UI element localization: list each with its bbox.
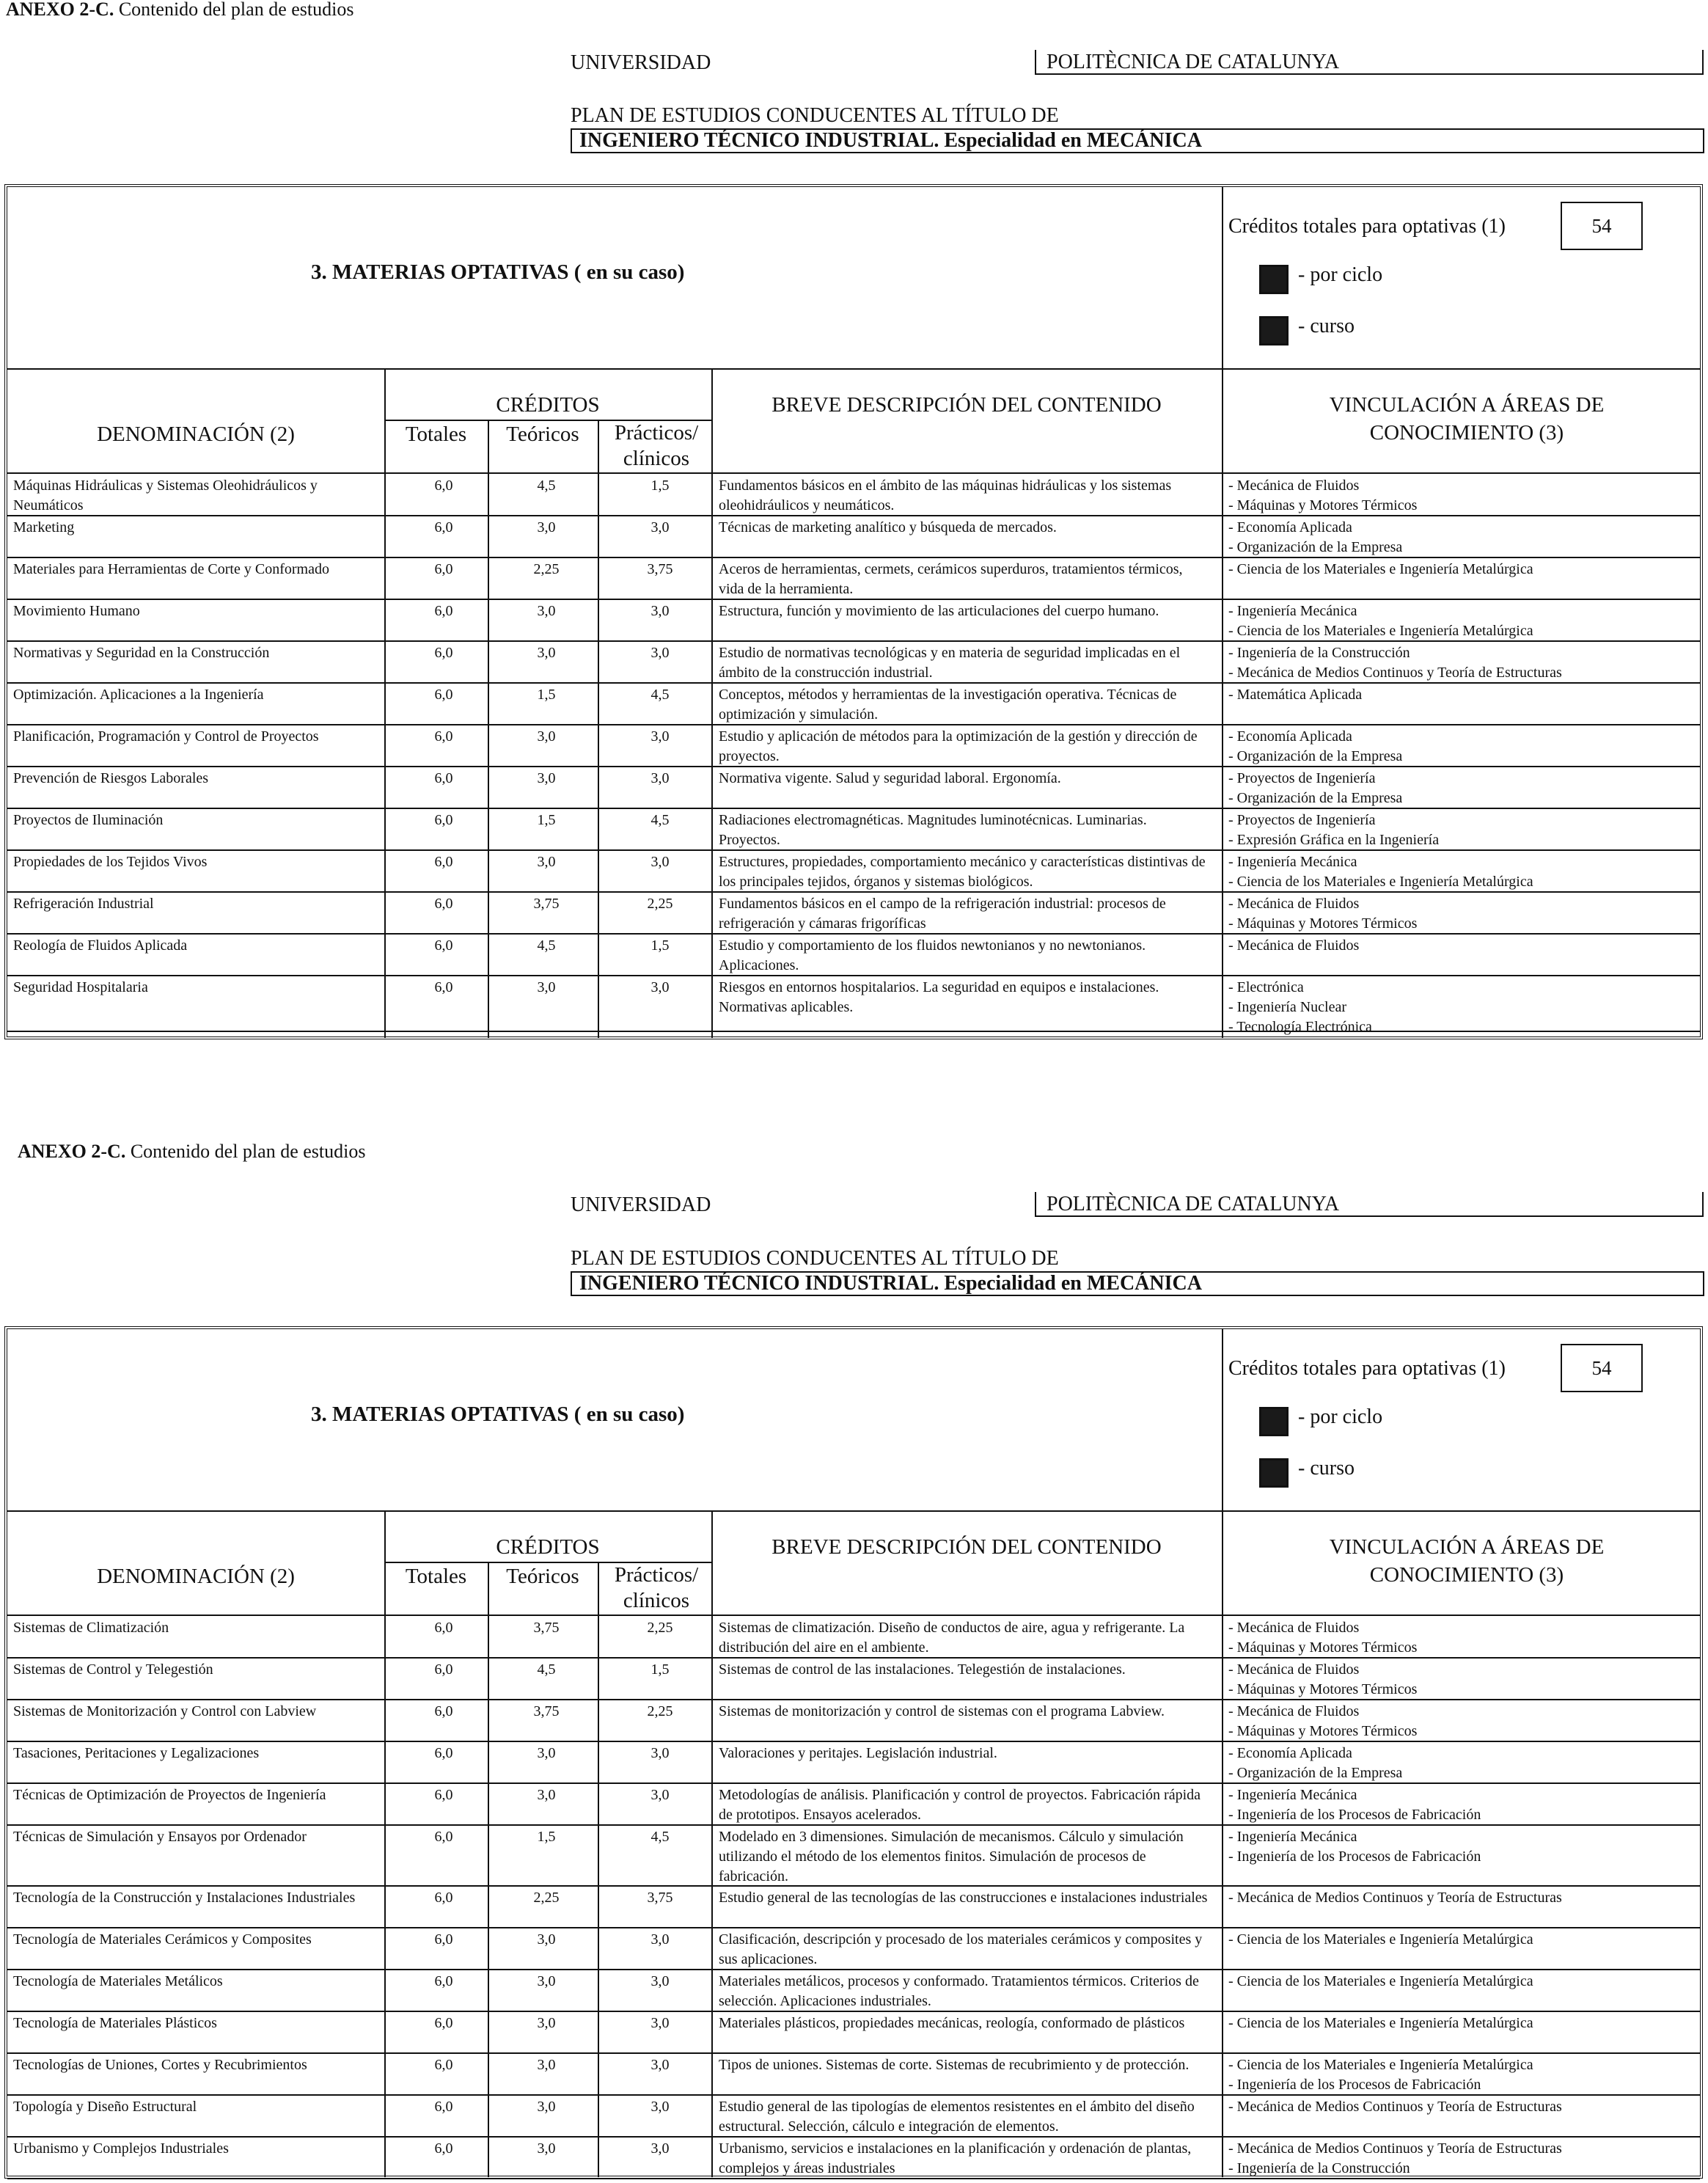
- row-practicos: 3,75: [647, 1890, 673, 1906]
- row-totales: 6,0: [434, 2057, 453, 2073]
- row-descripcion: Metodologías de análisis. Planificación y control de proyectos. Fabricación rápida de prototipos. Ensayos acelerados.: [719, 1787, 1201, 1823]
- vinculacion-area: - Ingeniería Mecánica: [1228, 1829, 1357, 1845]
- table-row: [7, 473, 1700, 516]
- plan-label: PLAN DE ESTUDIOS CONDUCENTES AL TÍTULO DE: [571, 1247, 1059, 1270]
- row-vinculacion: [1228, 2055, 1705, 2095]
- vinculacion-area: - Mecánica de Medios Continuos y Teoría de Estructuras: [1228, 665, 1562, 681]
- table-row: [7, 891, 1700, 935]
- row-practicos: 3,0: [650, 519, 670, 535]
- vinculacion-area: - Máquinas y Motores Térmicos: [1228, 497, 1418, 513]
- row-practicos: 3,0: [650, 2057, 670, 2073]
- table-row: [7, 1615, 1700, 1659]
- creditos-totales-label: Créditos totales para optativas (1): [1228, 215, 1506, 238]
- vinculacion-area: - Mecánica de Fluidos: [1228, 937, 1360, 954]
- row-denominacion: Urbanismo y Complejos Industriales: [13, 2140, 229, 2157]
- row-teoricos: 3,0: [537, 2015, 556, 2031]
- curso-label: - curso: [1298, 1457, 1355, 1480]
- table-row: [7, 1782, 1700, 1826]
- table-row: [7, 2052, 1700, 2096]
- row-descripcion: Fundamentos básicos en el campo de la refrigeración industrial: procesos de refrigeración y cámaras frigoríficas: [719, 896, 1166, 932]
- por-ciclo-label: - por ciclo: [1298, 1405, 1383, 1428]
- row-descripcion: Materiales metálicos, procesos y conformado. Tratamientos térmicos. Criterios de selección. Aplicaciones industriales.: [719, 1973, 1199, 2009]
- creditos-totales-value: 54: [1561, 1344, 1643, 1392]
- row-practicos: 3,0: [650, 979, 670, 995]
- row-vinculacion: [1228, 1744, 1705, 1783]
- row-vinculacion: [1228, 1972, 1705, 1992]
- row-practicos: 3,0: [650, 603, 670, 619]
- row-denominacion: Tecnología de Materiales Metálicos: [13, 1973, 223, 1989]
- vinculacion-area: - Máquinas y Motores Térmicos: [1228, 1681, 1418, 1697]
- vinculacion-area: - Mecánica de Medios Continuos y Teoría de Estructuras: [1228, 1890, 1562, 1906]
- table-row: [7, 599, 1700, 642]
- row-teoricos: 2,25: [533, 561, 560, 577]
- row-descripcion: Estudio general de las tecnologías de las construcciones e instalaciones industriales: [719, 1890, 1208, 1906]
- row-descripcion: Sistemas de climatización. Diseño de conductos de aire, agua y refrigerante. La distribución del aire en el ambiente.: [719, 1620, 1185, 1656]
- table-row: [7, 933, 1700, 976]
- header-teoricos: Teóricos: [506, 1565, 579, 1588]
- divider: [7, 368, 1700, 370]
- materias-table: [4, 1326, 1703, 2179]
- anexo-label: ANEXO 2-C.: [6, 0, 114, 20]
- row-practicos: 3,0: [650, 854, 670, 870]
- vinculacion-area: - Mecánica de Fluidos: [1228, 1661, 1360, 1678]
- vinculacion-area: - Organización de la Empresa: [1228, 790, 1403, 806]
- vinculacion-area: - Organización de la Empresa: [1228, 748, 1403, 764]
- vinculacion-area: - Organización de la Empresa: [1228, 539, 1403, 555]
- row-denominacion: Tecnología de Materiales Cerámicos y Composites: [13, 1931, 312, 1948]
- row-descripcion: Aceros de herramientas, cermets, cerámicos superduros, tratamientos térmicos, vida de la herramienta.: [719, 561, 1183, 597]
- row-descripcion: Estructura, función y movimiento de las articulaciones del cuerpo humano.: [719, 603, 1159, 619]
- row-denominacion: Movimiento Humano: [13, 603, 140, 619]
- table-row: [7, 2094, 1700, 2138]
- vinculacion-area: - Ingeniería Mecánica: [1228, 603, 1357, 619]
- row-descripcion: Conceptos, métodos y herramientas de la investigación operativa. Técnicas de optimización y simulación.: [719, 687, 1177, 723]
- row-totales: 6,0: [434, 728, 453, 745]
- vinculacion-area: - Ciencia de los Materiales e Ingeniería Metalúrgica: [1228, 561, 1533, 577]
- row-teoricos: 3,0: [537, 1931, 556, 1948]
- row-descripcion: Fundamentos básicos en el ámbito de las máquinas hidráulicas y los sistemas oleohidráulicos y neumáticos.: [719, 478, 1172, 513]
- row-practicos: 3,0: [650, 2015, 670, 2031]
- row-teoricos: 4,5: [537, 937, 556, 954]
- row-descripcion: Estructures, propiedades, comportamiento mecánico y características distintivas de los principales tejidos, órganos y sistemas biológicos.: [719, 854, 1206, 890]
- row-vinculacion: [1228, 1930, 1705, 1950]
- row-totales: 6,0: [434, 2140, 453, 2157]
- row-totales: 6,0: [434, 896, 453, 912]
- row-descripcion: Técnicas de marketing analítico y búsqueda de mercados.: [719, 519, 1057, 535]
- materias-title: 3. MATERIAS OPTATIVAS ( en su caso): [311, 260, 685, 284]
- header-descripcion: BREVE DESCRIPCIÓN DEL CONTENIDO: [771, 393, 1162, 417]
- vinculacion-area: - Mecánica de Fluidos: [1228, 478, 1360, 494]
- row-vinculacion: [1228, 852, 1705, 892]
- row-totales: 6,0: [434, 937, 453, 954]
- row-practicos: 3,0: [650, 2140, 670, 2157]
- row-practicos: 1,5: [650, 478, 670, 494]
- row-vinculacion: [1228, 1618, 1705, 1658]
- row-totales: 6,0: [434, 854, 453, 870]
- row-denominacion: Técnicas de Optimización de Proyectos de Ingeniería: [13, 1787, 326, 1803]
- vinculacion-area: - Ingeniería de los Procesos de Fabricación: [1228, 1807, 1481, 1823]
- anexo-text: Contenido del plan de estudios: [125, 1141, 366, 1162]
- row-teoricos: 3,0: [537, 519, 556, 535]
- row-totales: 6,0: [434, 770, 453, 786]
- vinculacion-area: - Tecnología Electrónica: [1228, 1019, 1372, 1035]
- row-teoricos: 3,0: [537, 2140, 556, 2157]
- header-totales: Totales: [405, 1565, 467, 1588]
- row-denominacion: Tecnologías de Uniones, Cortes y Recubrimientos: [13, 2057, 307, 2073]
- universidad-value: POLITÈCNICA DE CATALUNYA: [1035, 1192, 1704, 1217]
- vinculacion-area: - Expresión Gráfica en la Ingeniería: [1228, 832, 1440, 848]
- materias-table: [4, 184, 1703, 1039]
- row-totales: 6,0: [434, 1620, 453, 1636]
- row-vinculacion: [1228, 2139, 1705, 2179]
- header-denominacion: DENOMINACIÓN (2): [97, 1565, 295, 1588]
- table-row: [7, 1657, 1700, 1700]
- row-practicos: 3,75: [647, 561, 673, 577]
- vinculacion-area: - Máquinas y Motores Térmicos: [1228, 915, 1418, 932]
- row-totales: 6,0: [434, 2099, 453, 2115]
- row-descripcion: Radiaciones electromagnéticas. Magnitudes luminotécnicas. Luminarias. Proyectos.: [719, 812, 1147, 848]
- row-vinculacion: [1228, 685, 1705, 705]
- row-teoricos: 3,0: [537, 1787, 556, 1803]
- vinculacion-area: - Ciencia de los Materiales e Ingeniería Metalúrgica: [1228, 623, 1533, 639]
- vinculacion-area: - Mecánica de Medios Continuos y Teoría de Estructuras: [1228, 2099, 1562, 2115]
- vinculacion-area: - Ingeniería Mecánica: [1228, 854, 1357, 870]
- row-practicos: 4,5: [650, 687, 670, 703]
- universidad-label: UNIVERSIDAD: [571, 1193, 711, 1216]
- row-descripcion: Sistemas de control de las instalaciones. Telegestión de instalaciones.: [719, 1661, 1126, 1678]
- row-teoricos: 3,0: [537, 2099, 556, 2115]
- row-totales: 6,0: [434, 561, 453, 577]
- vinculacion-area: - Mecánica de Fluidos: [1228, 1620, 1360, 1636]
- vinculacion-area: - Economía Aplicada: [1228, 728, 1352, 745]
- table-row: [7, 1969, 1700, 2012]
- row-totales: 6,0: [434, 645, 453, 661]
- vinculacion-area: - Mecánica de Fluidos: [1228, 1703, 1360, 1719]
- anexo-heading: [18, 1141, 365, 1163]
- row-teoricos: 1,5: [537, 687, 556, 703]
- vinculacion-area: - Ciencia de los Materiales e Ingeniería Metalúrgica: [1228, 2057, 1533, 2073]
- row-denominacion: Propiedades de los Tejidos Vivos: [13, 854, 208, 870]
- page-section-2: [0, 1141, 1708, 2183]
- row-teoricos: 3,0: [537, 1745, 556, 1761]
- table-row: [7, 1699, 1700, 1742]
- row-totales: 6,0: [434, 1973, 453, 1989]
- row-teoricos: 2,25: [533, 1890, 560, 1906]
- curso-checkbox: [1259, 1458, 1289, 1488]
- header-practicos: Prácticos/ clínicos: [614, 1563, 699, 1612]
- row-denominacion: Refrigeración Industrial: [13, 896, 154, 912]
- table-row: [7, 1824, 1700, 1887]
- row-descripcion: Normativa vigente. Salud y seguridad laboral. Ergonomía.: [719, 770, 1061, 786]
- row-descripcion: Materiales plásticos, propiedades mecánicas, reología, conformado de plásticos: [719, 2015, 1185, 2031]
- curso-label: - curso: [1298, 315, 1355, 337]
- row-teoricos: 1,5: [537, 812, 556, 828]
- row-denominacion: Seguridad Hospitalaria: [13, 979, 148, 995]
- row-totales: 6,0: [434, 1829, 453, 1845]
- row-practicos: 3,0: [650, 1973, 670, 1989]
- row-vinculacion: [1228, 978, 1705, 1037]
- table-row: [7, 808, 1700, 851]
- row-practicos: 3,0: [650, 770, 670, 786]
- row-teoricos: 3,75: [533, 1620, 560, 1636]
- vinculacion-area: - Ingeniería Nuclear: [1228, 999, 1347, 1015]
- row-denominacion: Marketing: [13, 519, 75, 535]
- row-totales: 6,0: [434, 519, 453, 535]
- row-denominacion: Máquinas Hidráulicas y Sistemas Oleohidráulicos y Neumáticos: [13, 478, 318, 513]
- row-practicos: 3,0: [650, 645, 670, 661]
- row-denominacion: Sistemas de Control y Telegestión: [13, 1661, 213, 1678]
- row-totales: 6,0: [434, 1703, 453, 1719]
- row-totales: 6,0: [434, 2015, 453, 2031]
- row-descripcion: Tipos de uniones. Sistemas de corte. Sistemas de recubrimiento y de protección.: [719, 2057, 1190, 2073]
- row-practicos: 2,25: [647, 896, 673, 912]
- row-denominacion: Materiales para Herramientas de Corte y Conformado: [13, 561, 329, 577]
- table-row: [7, 640, 1700, 684]
- anexo-text: Contenido del plan de estudios: [114, 0, 354, 20]
- row-denominacion: Prevención de Riesgos Laborales: [13, 770, 209, 786]
- header-creditos: CRÉDITOS: [496, 1535, 600, 1559]
- row-vinculacion: [1228, 1660, 1705, 1700]
- row-practicos: 3,0: [650, 728, 670, 745]
- table-row: [7, 2136, 1700, 2179]
- table-row: [7, 975, 1700, 1035]
- row-denominacion: Sistemas de Monitorización y Control con Labview: [13, 1703, 317, 1719]
- row-totales: 6,0: [434, 1931, 453, 1948]
- por-ciclo-label: - por ciclo: [1298, 263, 1383, 286]
- row-descripcion: Estudio y comportamiento de los fluidos newtonianos y no newtonianos. Aplicaciones.: [719, 937, 1146, 973]
- table-row: [7, 1885, 1700, 1928]
- table-row: [7, 724, 1700, 767]
- row-totales: 6,0: [434, 603, 453, 619]
- row-denominacion: Sistemas de Climatización: [13, 1620, 169, 1636]
- vinculacion-area: - Matemática Aplicada: [1228, 687, 1363, 703]
- vinculacion-area: - Economía Aplicada: [1228, 519, 1352, 535]
- row-teoricos: 3,0: [537, 728, 556, 745]
- row-teoricos: 3,0: [537, 854, 556, 870]
- row-denominacion: Planificación, Programación y Control de Proyectos: [13, 728, 319, 745]
- row-vinculacion: [1228, 727, 1705, 767]
- header-creditos: CRÉDITOS: [496, 393, 600, 417]
- row-practicos: 1,5: [650, 937, 670, 954]
- row-descripcion: Modelado en 3 dimensiones. Simulación de mecanismos. Cálculo y simulación utilizando el método de los elementos finitos. Simulación de procesos de fabricación.: [719, 1829, 1184, 1884]
- header-vinculacion: VINCULACIÓN A ÁREAS DE CONOCIMIENTO (3): [1329, 1535, 1605, 1587]
- row-denominacion: Topología y Diseño Estructural: [13, 2099, 197, 2115]
- row-practicos: 3,0: [650, 1931, 670, 1948]
- row-vinculacion: [1228, 1888, 1705, 1908]
- row-totales: 6,0: [434, 1745, 453, 1761]
- header-totales: Totales: [405, 423, 467, 446]
- row-practicos: 3,0: [650, 2099, 670, 2115]
- table-row: [7, 2011, 1700, 2054]
- header-teoricos: Teóricos: [506, 423, 579, 446]
- table-row: [7, 1927, 1700, 1970]
- vinculacion-area: - Ingeniería de los Procesos de Fabricación: [1228, 2077, 1481, 2093]
- table-row: [7, 766, 1700, 809]
- row-teoricos: 1,5: [537, 1829, 556, 1845]
- row-vinculacion: [1228, 769, 1705, 808]
- vinculacion-area: - Organización de la Empresa: [1228, 1765, 1403, 1781]
- table-row: [7, 515, 1700, 558]
- anexo-label: ANEXO 2-C.: [18, 1141, 126, 1162]
- row-vinculacion: [1228, 560, 1705, 579]
- por-ciclo-checkbox: [1259, 265, 1289, 294]
- row-teoricos: 3,0: [537, 770, 556, 786]
- row-teoricos: 3,0: [537, 645, 556, 661]
- row-teoricos: 4,5: [537, 1661, 556, 1678]
- row-vinculacion: [1228, 643, 1705, 683]
- por-ciclo-checkbox: [1259, 1407, 1289, 1436]
- universidad-label: UNIVERSIDAD: [571, 51, 711, 74]
- row-descripcion: Estudio general de las tipologías de elementos resistentes en el ámbito del diseño estructural. Selección, cálculo e integración de elementos.: [719, 2099, 1195, 2135]
- row-practicos: 4,5: [650, 1829, 670, 1845]
- creditos-totales-value: 54: [1561, 202, 1643, 250]
- row-descripcion: Clasificación, descripción y procesado de los materiales cerámicos y composites y sus aplicaciones.: [719, 1931, 1203, 1967]
- row-totales: 6,0: [434, 1890, 453, 1906]
- row-totales: 6,0: [434, 812, 453, 828]
- divider: [7, 1510, 1700, 1512]
- row-denominacion: Técnicas de Simulación y Ensayos por Ordenador: [13, 1829, 307, 1845]
- row-denominacion: Tasaciones, Peritaciones y Legalizaciones: [13, 1745, 260, 1761]
- row-totales: 6,0: [434, 1661, 453, 1678]
- row-descripcion: Estudio de normativas tecnológicas y en materia de seguridad implicadas en el ámbito de la construcción industrial.: [719, 645, 1181, 681]
- titulo-value: INGENIERO TÉCNICO INDUSTRIAL. Especialidad en MECÁNICA: [571, 1271, 1704, 1296]
- vinculacion-area: - Ciencia de los Materiales e Ingeniería Metalúrgica: [1228, 2015, 1533, 2031]
- row-denominacion: Reología de Fluidos Aplicada: [13, 937, 188, 954]
- vinculacion-area: - Ciencia de los Materiales e Ingeniería Metalúrgica: [1228, 1931, 1533, 1948]
- row-denominacion: Optimización. Aplicaciones a la Ingeniería: [13, 687, 264, 703]
- materias-title: 3. MATERIAS OPTATIVAS ( en su caso): [311, 1403, 685, 1426]
- row-vinculacion: [1228, 1785, 1705, 1825]
- header-descripcion: BREVE DESCRIPCIÓN DEL CONTENIDO: [771, 1535, 1162, 1559]
- row-descripcion: Sistemas de monitorización y control de sistemas con el programa Labview.: [719, 1703, 1165, 1719]
- row-teoricos: 3,0: [537, 2057, 556, 2073]
- vinculacion-area: - Máquinas y Motores Térmicos: [1228, 1639, 1418, 1656]
- vinculacion-area: - Mecánica de Fluidos: [1228, 896, 1360, 912]
- table-row: [7, 1741, 1700, 1784]
- vinculacion-area: - Electrónica: [1228, 979, 1304, 995]
- row-vinculacion: [1228, 601, 1705, 641]
- row-descripcion: Riesgos en entornos hospitalarios. La seguridad en equipos e instalaciones. Normativas aplicables.: [719, 979, 1159, 1015]
- row-vinculacion: [1228, 811, 1705, 850]
- row-denominacion: Proyectos de Iluminación: [13, 812, 164, 828]
- curso-checkbox: [1259, 316, 1289, 345]
- header-practicos: Prácticos/ clínicos: [614, 421, 699, 470]
- row-descripcion: Urbanismo, servicios e instalaciones en la planificación y ordenación de plantas, complejos y áreas industriales: [719, 2140, 1192, 2176]
- row-vinculacion: [1228, 936, 1705, 956]
- table-row: [7, 849, 1700, 893]
- row-practicos: 2,25: [647, 1620, 673, 1636]
- row-denominacion: Normativas y Seguridad en la Construcción: [13, 645, 270, 661]
- vinculacion-area: - Proyectos de Ingeniería: [1228, 770, 1376, 786]
- row-totales: 6,0: [434, 478, 453, 494]
- row-teoricos: 3,0: [537, 603, 556, 619]
- titulo-value: INGENIERO TÉCNICO INDUSTRIAL. Especialidad en MECÁNICA: [571, 128, 1704, 153]
- vinculacion-area: - Ciencia de los Materiales e Ingeniería Metalúrgica: [1228, 1973, 1533, 1989]
- table-row: [7, 682, 1700, 725]
- row-practicos: 3,0: [650, 1745, 670, 1761]
- anexo-heading: [6, 0, 353, 21]
- page-section-1: [0, 0, 1708, 1049]
- row-practicos: 2,25: [647, 1703, 673, 1719]
- vinculacion-area: - Mecánica de Medios Continuos y Teoría de Estructuras: [1228, 2140, 1562, 2157]
- universidad-value: POLITÈCNICA DE CATALUNYA: [1035, 50, 1704, 75]
- row-vinculacion: [1228, 1827, 1705, 1867]
- plan-label: PLAN DE ESTUDIOS CONDUCENTES AL TÍTULO DE: [571, 104, 1059, 127]
- row-vinculacion: [1228, 476, 1705, 516]
- vinculacion-area: - Ingeniería Mecánica: [1228, 1787, 1357, 1803]
- row-practicos: 1,5: [650, 1661, 670, 1678]
- row-vinculacion: [1228, 2097, 1705, 2117]
- vinculacion-area: - Ingeniería de la Construcción: [1228, 645, 1410, 661]
- row-vinculacion: [1228, 2014, 1705, 2033]
- row-totales: 6,0: [434, 687, 453, 703]
- row-teoricos: 3,0: [537, 979, 556, 995]
- header-vinculacion: VINCULACIÓN A ÁREAS DE CONOCIMIENTO (3): [1329, 393, 1605, 445]
- vinculacion-area: - Máquinas y Motores Térmicos: [1228, 1723, 1418, 1739]
- vinculacion-area: - Ingeniería de la Construcción: [1228, 2160, 1410, 2176]
- vinculacion-area: - Proyectos de Ingeniería: [1228, 812, 1376, 828]
- row-practicos: 4,5: [650, 812, 670, 828]
- vinculacion-area: - Ingeniería de los Procesos de Fabricación: [1228, 1849, 1481, 1865]
- row-vinculacion: [1228, 518, 1705, 557]
- row-descripcion: Estudio y aplicación de métodos para la optimización de la gestión y dirección de proyectos.: [719, 728, 1198, 764]
- table-row: [7, 557, 1700, 600]
- row-totales: 6,0: [434, 979, 453, 995]
- row-vinculacion: [1228, 1702, 1705, 1741]
- row-practicos: 3,0: [650, 1787, 670, 1803]
- row-teoricos: 3,75: [533, 896, 560, 912]
- row-vinculacion: [1228, 894, 1705, 934]
- row-denominacion: Tecnología de la Construcción y Instalaciones Industriales: [13, 1890, 356, 1906]
- row-teoricos: 3,0: [537, 1973, 556, 1989]
- vinculacion-area: - Economía Aplicada: [1228, 1745, 1352, 1761]
- row-teoricos: 4,5: [537, 478, 556, 494]
- header-denominacion: DENOMINACIÓN (2): [97, 423, 295, 446]
- row-descripcion: Valoraciones y peritajes. Legislación industrial.: [719, 1745, 997, 1761]
- row-totales: 6,0: [434, 1787, 453, 1803]
- creditos-totales-label: Créditos totales para optativas (1): [1228, 1357, 1506, 1380]
- vinculacion-area: - Ciencia de los Materiales e Ingeniería Metalúrgica: [1228, 874, 1533, 890]
- row-denominacion: Tecnología de Materiales Plásticos: [13, 2015, 217, 2031]
- row-teoricos: 3,75: [533, 1703, 560, 1719]
